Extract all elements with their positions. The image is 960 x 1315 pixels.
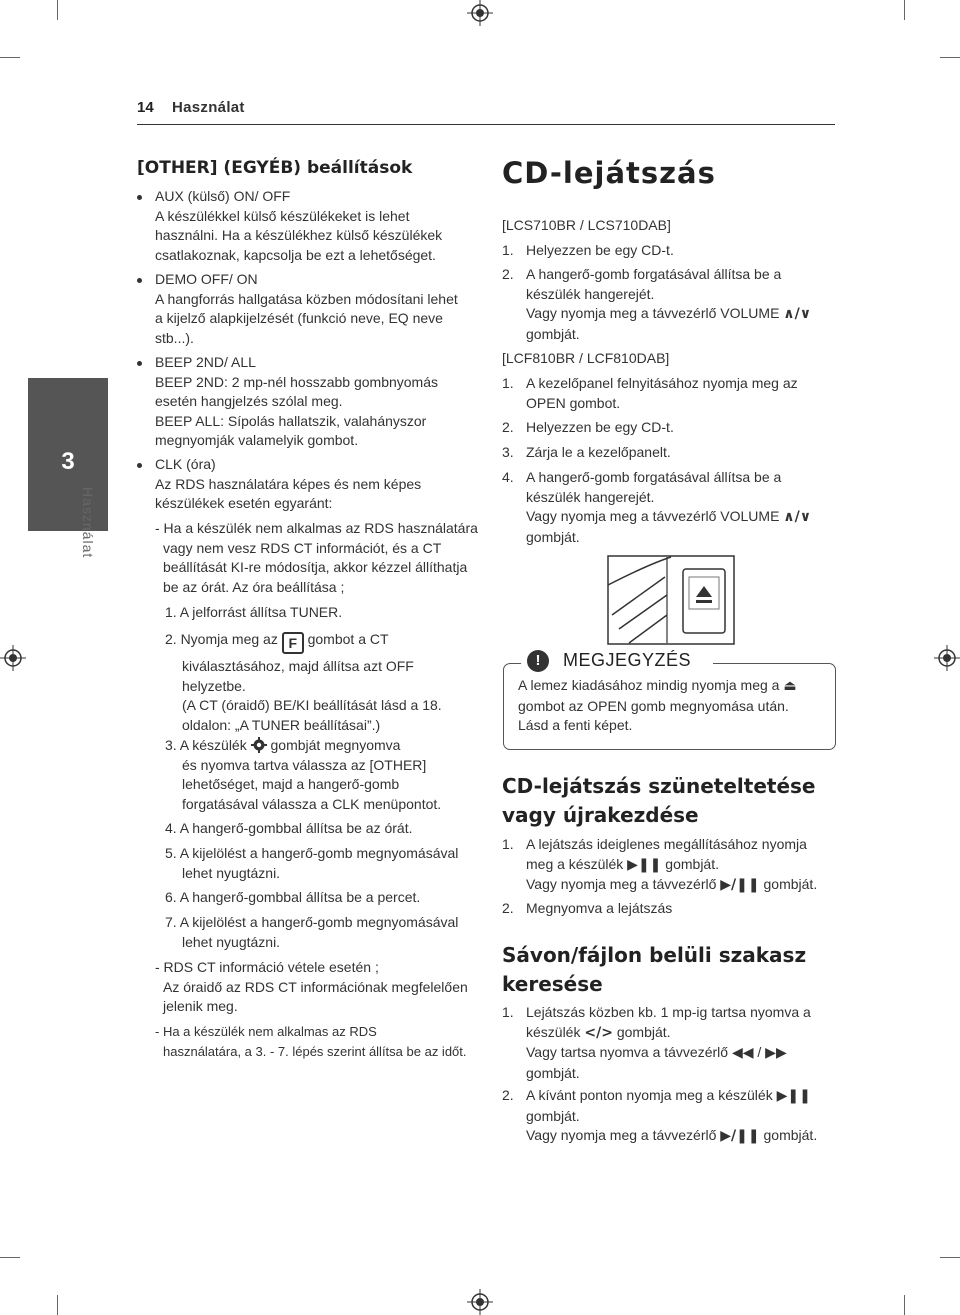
cd-playback-heading: CD-lejátszás — [502, 156, 716, 190]
step-number: 2. — [502, 266, 514, 282]
m2-step-3 — [502, 443, 842, 463]
item-line: CLK (óra) — [155, 456, 216, 472]
text-line: lehet nyugtázni. — [182, 933, 281, 950]
play-pause-icon: ▶/❚❚ — [720, 877, 760, 893]
text-span: / — [757, 1044, 762, 1060]
skip-prev-next-icon: </> — [584, 1024, 613, 1041]
step-number: 4. — [502, 469, 514, 485]
item-line: BEEP ALL: Sípolás hallatszik, valahányszor — [155, 412, 427, 429]
m1-step-1 — [502, 241, 842, 261]
other-settings-heading: [OTHER] (EGYÉB) beállítások — [137, 158, 413, 178]
item-line: használni. Ha a készülékhez külső készülékek — [155, 227, 443, 243]
text-span: meg a készülék — [526, 855, 624, 872]
text-line: A hangerő-gomb forgatásával állítsa be a — [526, 469, 782, 485]
text-line: vagy nem vesz RDS CT információt, és a CT — [163, 539, 442, 556]
text-line: forgatásával válassza a CLK menüpontot. — [182, 795, 442, 812]
rds-no-note — [155, 1022, 485, 1061]
chapter-number: 3 — [61, 448, 75, 475]
item-line: stb...). — [155, 329, 194, 346]
heading-line: CD-lejátszás szüneteltetése — [502, 774, 816, 798]
m1-step-2 — [502, 265, 842, 342]
search-step-1 — [502, 1003, 842, 1081]
text-line: használatára, a 3. - 7. lépés szerint állítsa be az időt. — [163, 1043, 467, 1059]
item-line: megnyomják valamelyik gombot. — [155, 432, 359, 448]
text-line: A kezelőpanel felnyitásához nyomja meg az — [526, 375, 798, 391]
crop-mark — [0, 57, 20, 58]
step-5 — [165, 844, 485, 883]
eject-icon: ⏏ — [783, 678, 797, 694]
step-7 — [165, 913, 485, 952]
text-line: gombot az OPEN gomb megnyomása után. — [518, 697, 789, 714]
step-number: 1. — [502, 1004, 514, 1020]
model-label: [LCF810BR / LCF810DAB] — [502, 350, 670, 366]
crop-mark — [0, 1257, 20, 1258]
search-heading — [502, 941, 842, 999]
clk-intro — [155, 519, 485, 597]
text-line: (A CT (óraidő) BE/KI beállítását lásd a 18. — [182, 697, 442, 713]
play-pause-icon: ▶❚❚ — [776, 1088, 811, 1104]
step-number: 2. — [502, 1087, 514, 1103]
text-line: 7. A kijelölést a hangerő-gomb megnyomásával — [165, 914, 459, 930]
pause-heading — [502, 772, 842, 830]
play-pause-icon: ▶/❚❚ — [720, 1128, 760, 1144]
step-3 — [165, 736, 485, 814]
panel-open-illustration — [607, 555, 735, 645]
step-2 — [165, 630, 485, 735]
text-line: - Ha a készülék nem alkalmas az RDS használatára — [155, 520, 478, 536]
crop-mark — [904, 0, 905, 20]
text-line: lehet nyugtázni. — [182, 864, 281, 881]
text-line: oldalon: „A TUNER beállításai”.) — [182, 716, 381, 733]
text-line: gombját. — [526, 528, 580, 545]
step-number: 1. — [502, 836, 514, 852]
text-line: A lemez kiadásához mindig nyomja meg a — [518, 677, 780, 693]
crop-mark — [940, 57, 960, 58]
text-line: A lejátszás ideiglenes megállításához nyomja — [526, 836, 807, 852]
text-line: A hangerő-gomb forgatásával állítsa be a — [526, 266, 782, 282]
header-rule — [137, 124, 835, 125]
text-span: gombját. — [763, 876, 818, 892]
crop-mark — [57, 0, 58, 20]
m2-step-1 — [502, 374, 842, 411]
heading-line: vagy újrakezdése — [502, 803, 699, 827]
step-number: 2. — [502, 419, 514, 435]
text-span: gombot a CT — [307, 631, 389, 647]
bullet-icon — [137, 278, 142, 283]
item-line: DEMO OFF/ ON — [155, 271, 258, 287]
item-line: esetén hangjelzés szólal meg. — [155, 393, 343, 409]
text-line: Lejátszás közben kb. 1 mp-ig tartsa nyomva a — [526, 1004, 811, 1020]
bullet-icon — [137, 195, 142, 200]
model-label: [LCS710BR / LCS710DAB] — [502, 217, 671, 233]
function-key-icon: F — [282, 632, 304, 654]
bullet-icon — [137, 463, 142, 468]
text-line: beállítását KI-re módosítja, akkor kézzel állíthatja — [163, 559, 468, 575]
text-line: és nyomva tartva válassza az [OTHER] — [182, 756, 427, 773]
step-number: 1. — [502, 242, 514, 258]
search-step-2 — [502, 1086, 842, 1144]
note-header — [521, 648, 713, 676]
text-span: Vagy nyomja meg a távvezérlő — [526, 876, 717, 892]
text-line: gombját. — [526, 1064, 580, 1081]
text-line: OPEN gombot. — [526, 394, 621, 411]
item-line: BEEP 2ND/ ALL — [155, 354, 256, 370]
text-line: Vagy nyomja meg a távvezérlő VOLUME — [526, 508, 780, 524]
play-pause-icon: ▶❚❚ — [627, 856, 662, 873]
text-span: készülék — [526, 1023, 581, 1040]
rewind-icon: ◀◀ — [731, 1045, 754, 1061]
text-line: Vagy nyomja meg a távvezérlő VOLUME — [526, 305, 780, 321]
note-text — [518, 676, 828, 736]
text-line: Az óraidő az RDS CT információnak megfelelően — [163, 978, 468, 995]
heading-line: keresése — [502, 972, 603, 996]
text-line: Megnyomva a lejátszás — [526, 900, 673, 916]
text-span: gombját. — [616, 1023, 671, 1040]
item-line: készülékek esetén egyaránt: — [155, 495, 333, 511]
text-line: be az órát. Az óra beállítása ; — [163, 578, 345, 595]
m2-step-4 — [502, 468, 842, 545]
chapter-label: Használat — [80, 487, 96, 559]
step-number: 1. — [502, 375, 514, 391]
section-title: Használat — [172, 99, 245, 116]
item-line: csatlakoznak, kapcsolja be ezt a lehetőséget. — [155, 246, 436, 263]
text-span: gombját megnyomva — [270, 737, 401, 753]
item-line: A hangforrás hallgatása közben módosítani lehet — [155, 290, 458, 307]
text-line: Helyezzen be egy CD-t. — [526, 419, 674, 435]
crop-mark — [904, 1295, 905, 1315]
settings-gear-icon — [251, 737, 267, 753]
text-line: készülék hangerejét. — [526, 285, 655, 302]
crop-mark — [940, 1257, 960, 1258]
item-line: BEEP 2ND: 2 mp-nél hosszabb gombnyomás — [155, 373, 438, 390]
step-number: 2. — [502, 900, 514, 916]
text-line: gombját. — [526, 325, 580, 342]
text-line: kiválasztásához, majd állítsa azt OFF — [182, 658, 414, 674]
item-line: A készülékkel külső készülékeket is lehet — [155, 207, 410, 224]
step-6: 6. A hangerő-gombbal állítsa be a percet. — [165, 889, 421, 905]
registration-mark-icon — [467, 0, 493, 26]
text-line: Helyezzen be egy CD-t. — [526, 242, 674, 258]
text-span: Vagy nyomja meg a távvezérlő — [526, 1127, 717, 1143]
text-span: A kívánt ponton nyomja meg a készülék — [526, 1087, 773, 1103]
text-line: 5. A kijelölést a hangerő-gomb megnyomásával — [165, 845, 459, 861]
pause-step-1 — [502, 835, 842, 893]
crop-mark — [57, 1295, 58, 1315]
bullet-icon — [137, 361, 142, 366]
registration-mark-icon — [0, 645, 26, 671]
m2-step-2 — [502, 418, 842, 438]
text-line: Zárja le a kezelőpanelt. — [526, 444, 671, 460]
rds-ct-note — [155, 958, 485, 1017]
pause-step-2 — [502, 899, 842, 919]
text-span: gombját. — [665, 855, 719, 872]
list-item — [137, 455, 477, 514]
volume-up-down-icon: ∧/∨ — [783, 509, 812, 525]
text-line: Lásd a fenti képet. — [518, 717, 633, 733]
text-line: gombját. — [526, 1107, 580, 1124]
step-4: 4. A hangerő-gombbal állítsa be az órát. — [165, 820, 413, 836]
volume-up-down-icon: ∧/∨ — [783, 306, 812, 322]
note-title: MEGJEGYZÉS — [563, 650, 692, 670]
text-line: - Ha a készülék nem alkalmas az RDS — [155, 1024, 377, 1039]
page-number: 14 — [137, 99, 154, 116]
step-1: 1. A jelforrást állítsa TUNER. — [165, 604, 343, 620]
item-line: Az RDS használatára képes és nem képes — [155, 475, 422, 492]
item-line: a kijelző alapkijelzését (funkció neve, EQ neve — [155, 310, 443, 326]
text-line: készülék hangerejét. — [526, 488, 655, 505]
text-span: 3. A készülék — [165, 737, 247, 753]
list-item — [137, 353, 477, 451]
text-span: Vagy tartsa nyomva a távvezérlő — [526, 1044, 729, 1060]
warning-icon: ! — [527, 650, 549, 672]
registration-mark-icon — [934, 645, 960, 671]
text-line: helyzetbe. — [182, 677, 246, 694]
fast-forward-icon: ▶▶ — [765, 1045, 787, 1061]
text-line: - RDS CT információ vétele esetén ; — [155, 959, 379, 975]
registration-mark-icon — [467, 1289, 493, 1315]
list-item — [137, 270, 477, 348]
list-item — [137, 187, 477, 265]
text-line: lehetőséget, majd a hangerő-gomb — [182, 776, 400, 792]
heading-line: Sávon/fájlon belüli szakasz — [502, 943, 807, 967]
text-span: gombját. — [763, 1127, 818, 1143]
step-number: 3. — [502, 444, 514, 460]
item-line: AUX (külső) ON/ OFF — [155, 188, 291, 204]
text-line: jelenik meg. — [163, 998, 238, 1014]
text-span: 2. Nyomja meg az — [165, 631, 278, 647]
